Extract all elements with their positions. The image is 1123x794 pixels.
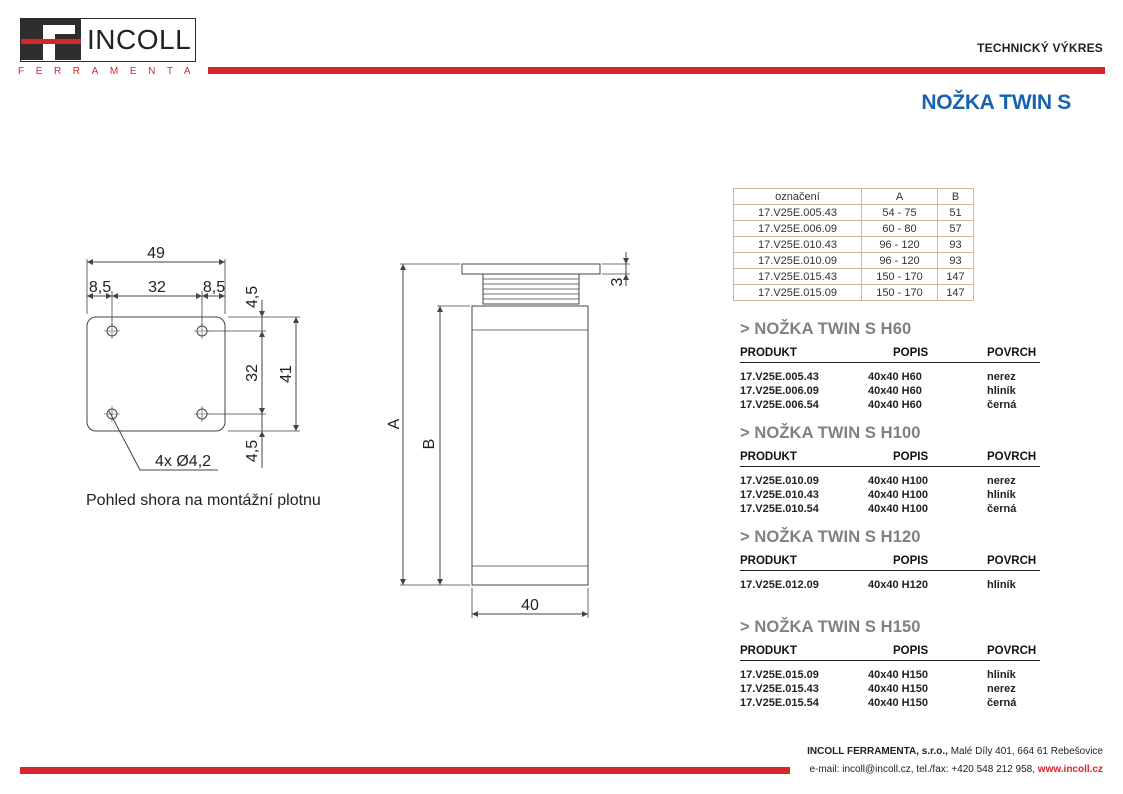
footer-contact-line: e-mail: incoll@incoll.cz, tel./fax: +420 548 212 958, xyxy=(809,764,1036,775)
footer-website-link[interactable]: www.incoll.cz xyxy=(1037,764,1103,775)
column-header: POVRCH xyxy=(987,645,1037,657)
logo-name: INCOLL xyxy=(87,24,192,55)
product-row xyxy=(740,370,1040,384)
product-row xyxy=(740,696,1040,710)
table-header-row xyxy=(734,189,974,205)
leg-body xyxy=(472,306,588,585)
dim-top-offset: 4,5 xyxy=(244,285,261,309)
column-header: PRODUKT xyxy=(740,451,797,463)
product-finish: černá xyxy=(987,697,1017,709)
table-cell: 93 xyxy=(938,253,974,269)
table-header-cell: označení xyxy=(734,189,862,205)
group-title: > NOŽKA TWIN S H150 xyxy=(740,618,921,636)
table-cell: 57 xyxy=(938,221,974,237)
column-header: POPIS xyxy=(893,645,929,657)
product-row xyxy=(740,682,1040,696)
column-header: POVRCH xyxy=(987,451,1037,463)
product-row xyxy=(740,578,1040,592)
top-view-caption: Pohled shora na montážní plotnu xyxy=(86,492,321,509)
group-title: > NOŽKA TWIN S H60 xyxy=(740,320,912,338)
product-code: 17.V25E.015.54 xyxy=(740,697,819,709)
product-finish: nerez xyxy=(987,683,1016,695)
column-header: PRODUKT xyxy=(740,347,797,359)
product-description: 40x40 H60 xyxy=(868,385,922,397)
product-row xyxy=(740,668,1040,682)
product-group-h100 xyxy=(740,422,1040,516)
table-cell: 60 - 80 xyxy=(862,221,938,237)
product-finish: hliník xyxy=(987,669,1016,681)
product-description: 40x40 H60 xyxy=(868,399,922,411)
dim-leg-width: 40 xyxy=(521,597,539,614)
leg-top-plate xyxy=(462,264,600,274)
product-description: 40x40 H150 xyxy=(868,669,928,681)
dim-plate-thickness: 3 xyxy=(609,277,626,287)
product-finish: hliník xyxy=(987,489,1016,501)
product-finish: nerez xyxy=(987,475,1016,487)
table-cell: 96 - 120 xyxy=(862,253,938,269)
product-row xyxy=(740,398,1040,412)
footer-company: INCOLL FERRAMENTA, s.r.o., xyxy=(807,746,948,757)
product-group-h120 xyxy=(740,526,1040,606)
product-groups xyxy=(740,318,1040,720)
footer-address xyxy=(807,746,1103,757)
group-title: > NOŽKA TWIN S H120 xyxy=(740,528,921,546)
column-header: POPIS xyxy=(893,347,929,359)
product-code: 17.V25E.005.43 xyxy=(740,371,819,383)
table-cell: 150 - 170 xyxy=(862,269,938,285)
product-row xyxy=(740,488,1040,502)
column-header: POVRCH xyxy=(987,347,1037,359)
table-row xyxy=(734,269,974,285)
dim-left-offset: 8,5 xyxy=(88,279,112,296)
table-cell: 17.V25E.006.09 xyxy=(734,221,862,237)
product-finish: hliník xyxy=(987,385,1016,397)
footer-address-line: Malé Díly 401, 664 61 Rebešovice xyxy=(950,746,1103,757)
dim-total-height: 41 xyxy=(278,365,295,383)
group-header xyxy=(740,448,1040,467)
product-code: 17.V25E.010.43 xyxy=(740,489,819,501)
document-type: TECHNICKÝ VÝKRES xyxy=(977,41,1103,55)
product-finish: černá xyxy=(987,503,1017,515)
table-cell: 147 xyxy=(938,285,974,301)
product-title: NOŽKA TWIN S xyxy=(921,91,1071,114)
column-header: POPIS xyxy=(893,555,929,567)
product-code: 17.V25E.006.54 xyxy=(740,399,819,411)
dim-b-label: B xyxy=(421,438,438,450)
product-description: 40x40 H100 xyxy=(868,475,928,487)
product-code: 17.V25E.015.09 xyxy=(740,669,819,681)
group-title: > NOŽKA TWIN S H100 xyxy=(740,424,921,442)
product-description: 40x40 H150 xyxy=(868,697,928,709)
product-row xyxy=(740,474,1040,488)
column-header: PRODUKT xyxy=(740,555,797,567)
product-code: 17.V25E.010.09 xyxy=(740,475,819,487)
product-group-h60 xyxy=(740,318,1040,412)
group-header xyxy=(740,344,1040,363)
dim-total-width: 49 xyxy=(147,245,165,262)
table-header-cell: B xyxy=(938,189,974,205)
product-description: 40x40 H150 xyxy=(868,683,928,695)
product-finish: hliník xyxy=(987,579,1016,591)
column-header: POVRCH xyxy=(987,555,1037,567)
group-header xyxy=(740,642,1040,661)
table-cell: 93 xyxy=(938,237,974,253)
dimension-table xyxy=(733,188,974,301)
table-cell: 51 xyxy=(938,205,974,221)
product-row xyxy=(740,384,1040,398)
table-row xyxy=(734,237,974,253)
table-cell: 150 - 170 xyxy=(862,285,938,301)
product-code: 17.V25E.012.09 xyxy=(740,579,819,591)
hole-callout: 4x Ø4,2 xyxy=(155,453,212,470)
table-cell: 17.V25E.005.43 xyxy=(734,205,862,221)
product-description: 40x40 H120 xyxy=(868,579,928,591)
column-header: POPIS xyxy=(893,451,929,463)
table-cell: 17.V25E.015.43 xyxy=(734,269,862,285)
product-finish: černá xyxy=(987,399,1017,411)
table-row xyxy=(734,285,974,301)
product-finish: nerez xyxy=(987,371,1016,383)
table-cell: 17.V25E.010.09 xyxy=(734,253,862,269)
table-cell: 17.V25E.010.43 xyxy=(734,237,862,253)
product-code: 17.V25E.006.09 xyxy=(740,385,819,397)
product-code: 17.V25E.015.43 xyxy=(740,683,819,695)
product-description: 40x40 H100 xyxy=(868,503,928,515)
table-cell: 17.V25E.015.09 xyxy=(734,285,862,301)
table-cell: 96 - 120 xyxy=(862,237,938,253)
dim-a-label: A xyxy=(386,418,403,430)
footer-divider xyxy=(20,767,790,774)
table-cell: 147 xyxy=(938,269,974,285)
dim-bottom-offset: 4,5 xyxy=(244,439,261,463)
table-header-cell: A xyxy=(862,189,938,205)
product-row xyxy=(740,502,1040,516)
footer-contact xyxy=(809,764,1103,775)
product-code: 17.V25E.010.54 xyxy=(740,503,819,515)
group-header xyxy=(740,552,1040,571)
table-row xyxy=(734,205,974,221)
column-header: PRODUKT xyxy=(740,645,797,657)
product-description: 40x40 H100 xyxy=(868,489,928,501)
dim-hole-spacing-y: 32 xyxy=(244,364,261,382)
dim-hole-spacing-x: 32 xyxy=(148,279,166,296)
logo-subtitle: FERRAMENTA xyxy=(18,66,203,77)
table-row xyxy=(734,253,974,269)
product-group-h150 xyxy=(740,616,1040,710)
table-cell: 54 - 75 xyxy=(862,205,938,221)
table-row xyxy=(734,221,974,237)
dim-right-offset: 8,5 xyxy=(202,279,226,296)
product-description: 40x40 H60 xyxy=(868,371,922,383)
